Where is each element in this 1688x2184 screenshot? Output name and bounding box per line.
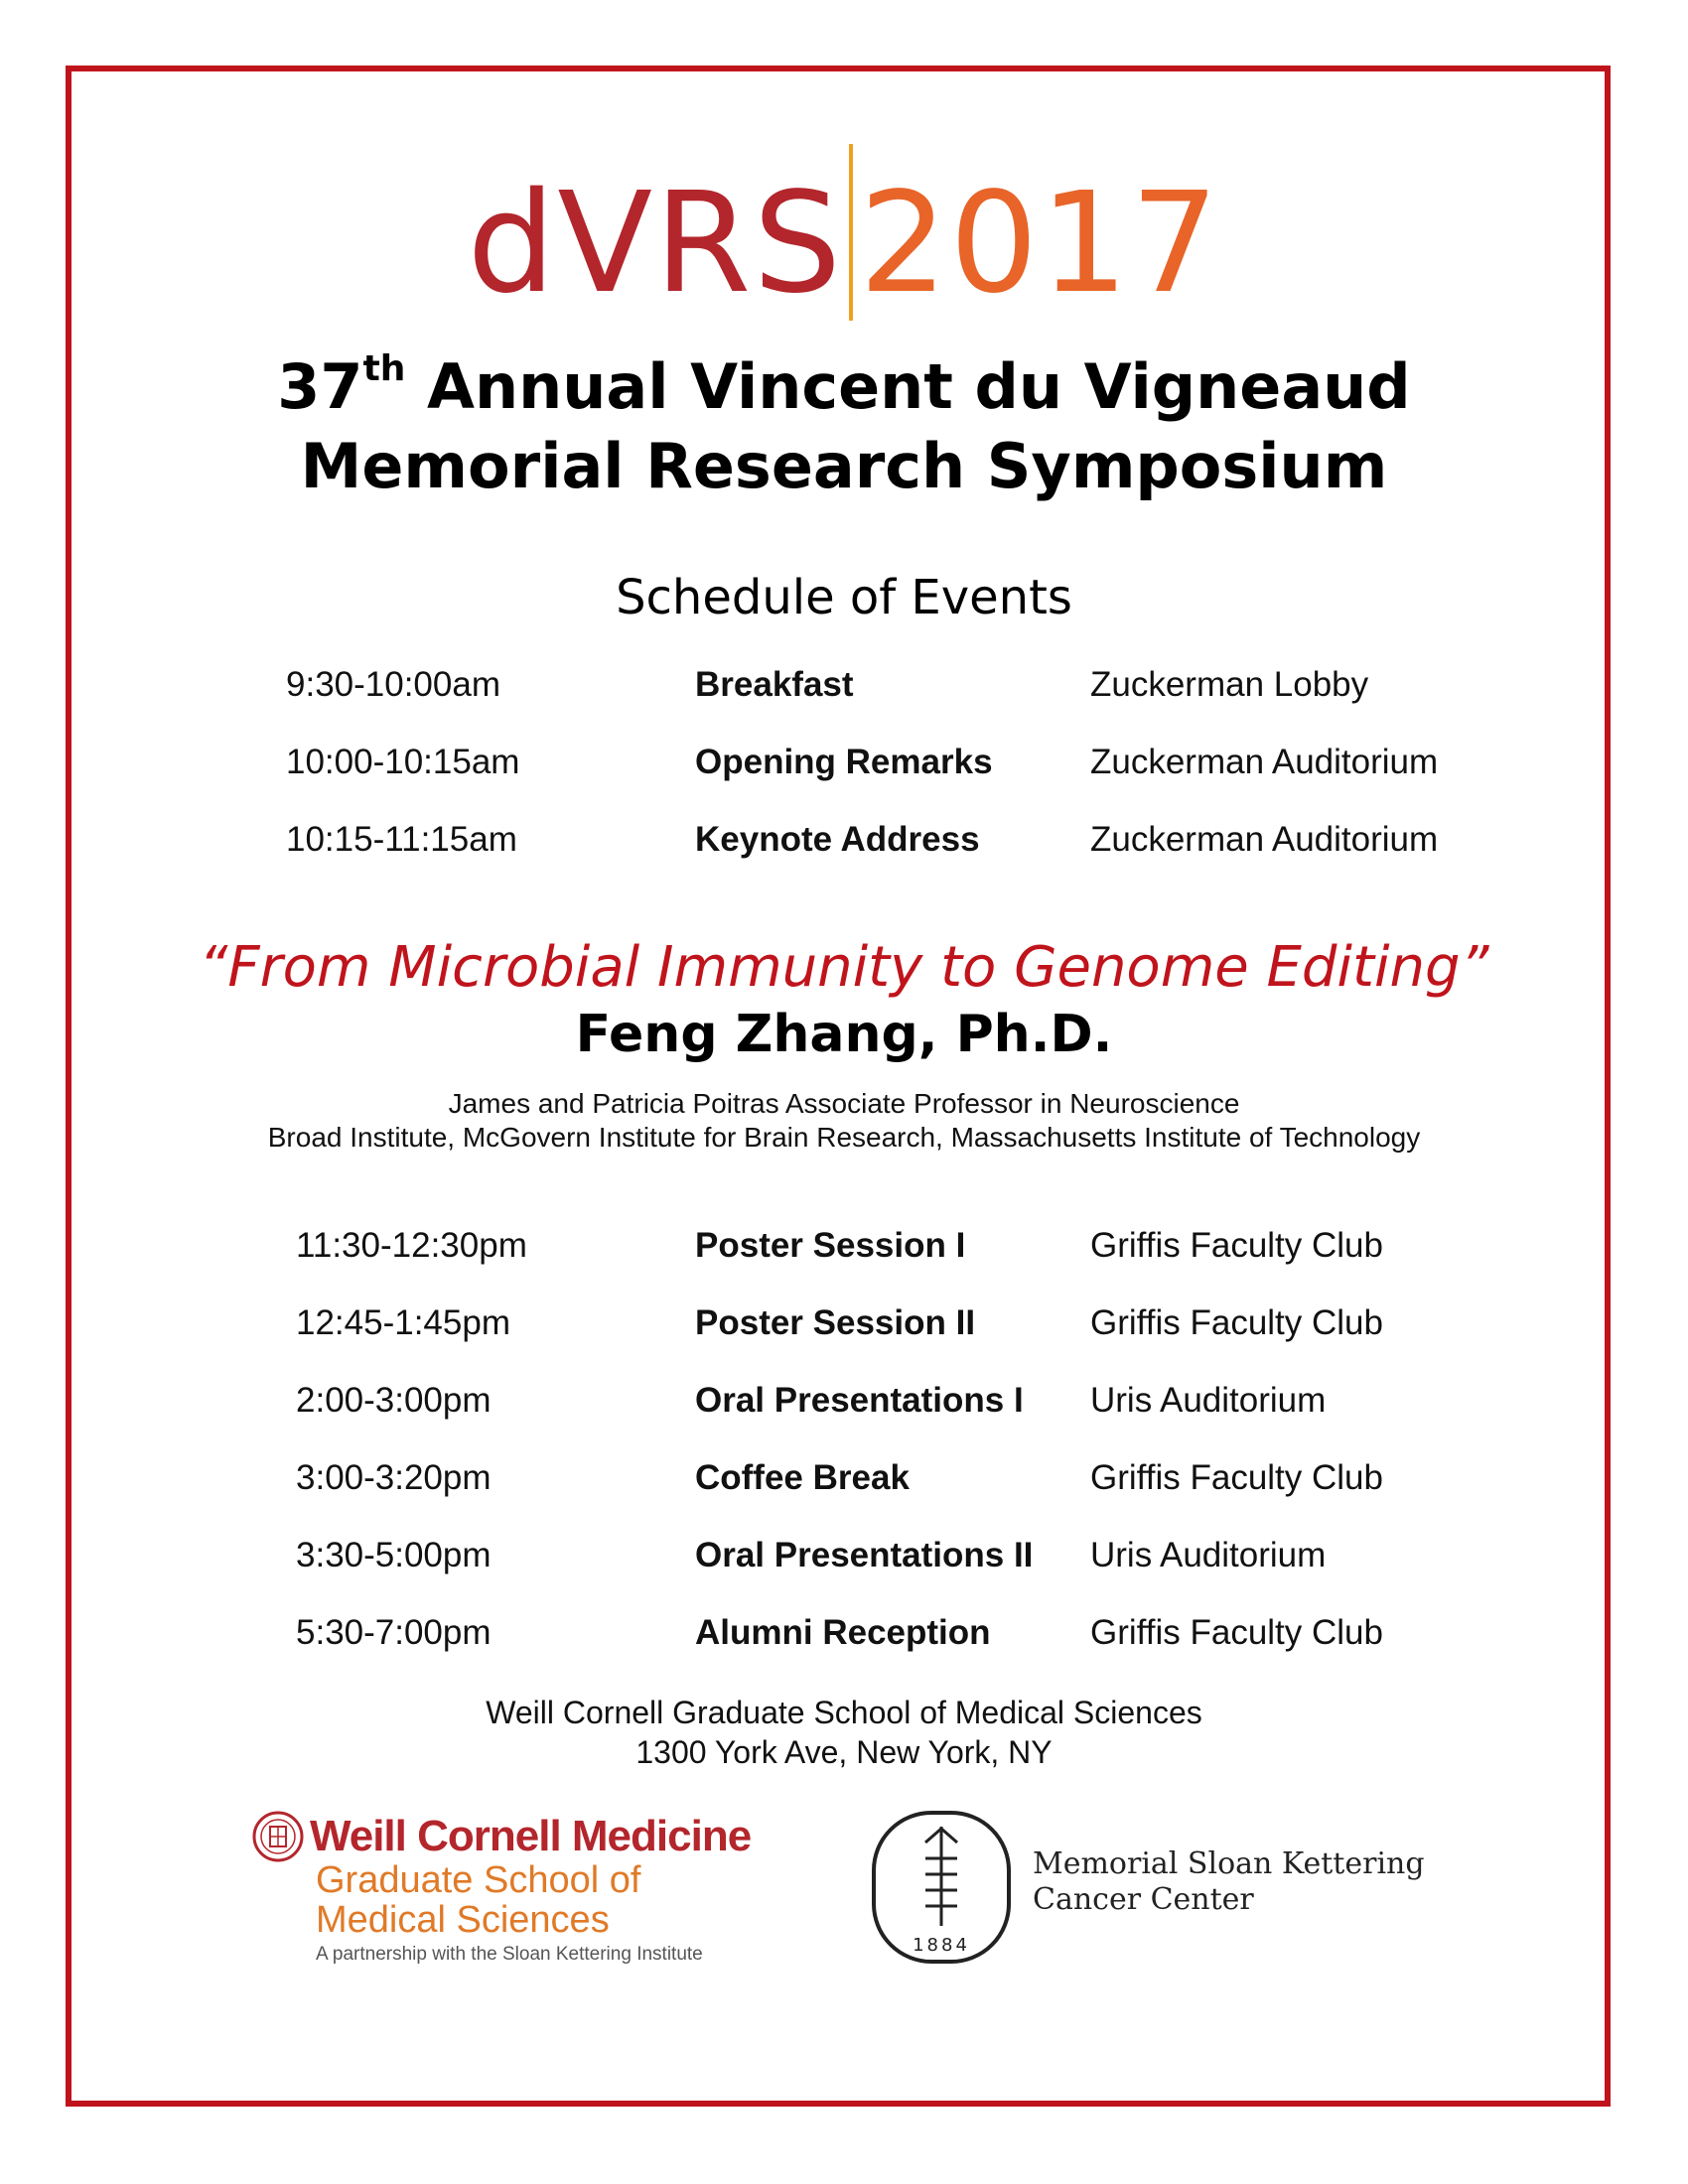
mskcc-name [1033, 1846, 1425, 1918]
event-time: 12:45-1:45pm [296, 1303, 510, 1342]
affiliation-line-2: Broad Institute, McGovern Institute for Brain Research, Massachusetts Institute of Technology [267, 1122, 1421, 1153]
symposium-title [0, 347, 1688, 506]
schedule-row [0, 1526, 1688, 1585]
event-location: Griffis Faculty Club [1090, 1303, 1383, 1342]
mskcc-emblem-icon [870, 1809, 1013, 1966]
event-location: Zuckerman Auditorium [1090, 820, 1439, 859]
event-name: Poster Session I [695, 1226, 966, 1265]
logo-right-text: 2017 [859, 163, 1221, 325]
mskcc-line-2: Cancer Center [1033, 1882, 1254, 1917]
event-time: 3:30-5:00pm [296, 1536, 492, 1574]
weill-cornell-logo [248, 1807, 804, 1966]
venue-line-2: 1300 York Ave, New York, NY [635, 1734, 1053, 1770]
event-location: Zuckerman Lobby [1090, 665, 1369, 704]
venue-address [0, 1693, 1688, 1772]
schedule-row [0, 1216, 1688, 1276]
venue-line-1: Weill Cornell Graduate School of Medical Sciences [486, 1695, 1202, 1730]
title-line-1: 37th Annual Vincent du Vigneaud [277, 348, 1411, 423]
event-location: Zuckerman Auditorium [1090, 743, 1439, 781]
schedule-row [0, 655, 1688, 715]
wcm-name: Weill Cornell Medicine [310, 1812, 752, 1860]
schedule-row [0, 1371, 1688, 1431]
dvrs-2017-logo [0, 144, 1688, 334]
wcm-partnership-note: A partnership with the Sloan Kettering Institute [316, 1944, 703, 1965]
schedule-row [0, 1294, 1688, 1353]
logo-divider [849, 144, 853, 321]
speaker-affiliation [0, 1087, 1688, 1155]
event-time: 11:30-12:30pm [296, 1226, 527, 1265]
event-name: Coffee Break [695, 1458, 910, 1497]
schedule-row [0, 733, 1688, 792]
wcm-subtitle-2: Medical Sciences [316, 1899, 610, 1941]
event-time: 10:00-10:15am [286, 743, 520, 781]
title-line-2: Memorial Research Symposium [300, 430, 1388, 502]
event-time: 9:30-10:00am [286, 665, 500, 704]
schedule-heading: Schedule of Events [616, 570, 1072, 625]
mskcc-line-1: Memorial Sloan Kettering [1033, 1846, 1425, 1881]
schedule-row [0, 1448, 1688, 1508]
event-location: Griffis Faculty Club [1090, 1613, 1383, 1652]
cornell-seal-icon [252, 1811, 304, 1862]
wcm-subtitle-1: Graduate School of [316, 1859, 641, 1901]
event-location: Uris Auditorium [1090, 1381, 1327, 1420]
event-location: Griffis Faculty Club [1090, 1458, 1383, 1497]
schedule-row [0, 1603, 1688, 1663]
event-location: Uris Auditorium [1090, 1536, 1327, 1574]
event-time: 10:15-11:15am [286, 820, 517, 859]
schedule-row [0, 810, 1688, 870]
event-time: 2:00-3:00pm [296, 1381, 492, 1420]
event-location: Griffis Faculty Club [1090, 1226, 1383, 1265]
event-name: Breakfast [695, 665, 854, 704]
keynote-speaker: Feng Zhang, Ph.D. [575, 1005, 1113, 1064]
event-time: 5:30-7:00pm [296, 1613, 492, 1652]
event-name: Oral Presentations I [695, 1381, 1024, 1420]
event-name: Poster Session II [695, 1303, 976, 1342]
mskcc-year: 1884 [913, 1935, 970, 1956]
event-name: Oral Presentations II [695, 1536, 1034, 1574]
event-name: Keynote Address [695, 820, 980, 859]
event-name: Alumni Reception [695, 1613, 991, 1652]
event-time: 3:00-3:20pm [296, 1458, 492, 1497]
affiliation-line-1: James and Patricia Poitras Associate Professor in Neuroscience [448, 1088, 1240, 1119]
logo-left-text: dVRS [467, 163, 844, 325]
keynote-title: “From Microbial Immunity to Genome Editing” [199, 935, 1489, 1000]
event-name: Opening Remarks [695, 743, 993, 781]
